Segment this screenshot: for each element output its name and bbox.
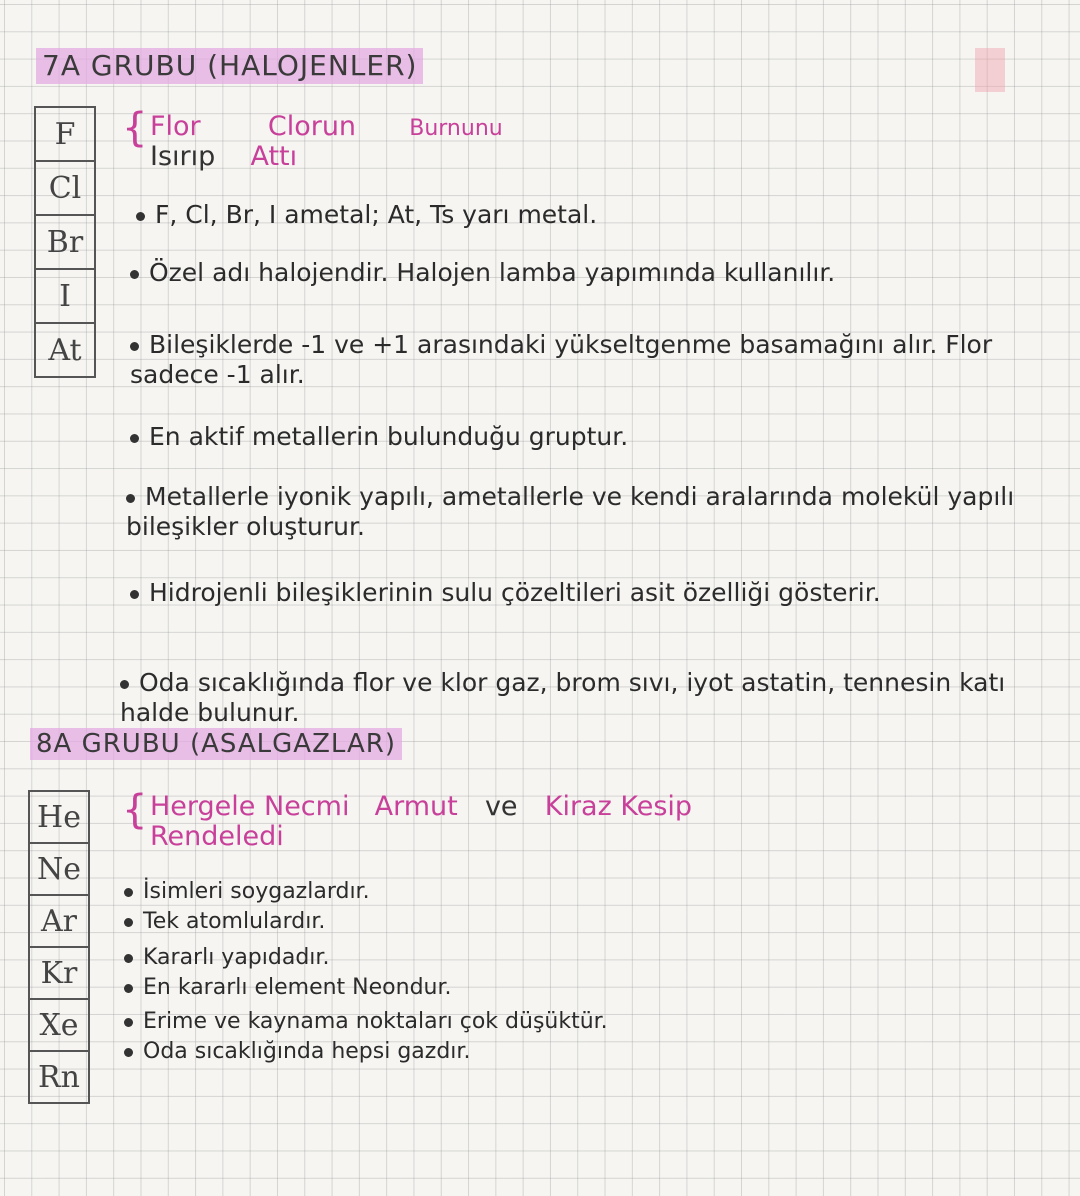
mnemonic-word: ve (484, 791, 518, 822)
halogen-note: En aktif metallerin bulunduğu gruptur. (130, 422, 1050, 452)
mnemonic-line-1 (150, 112, 503, 144)
bullet-icon (130, 434, 139, 443)
noble-gas-symbols (28, 792, 90, 1104)
symbol-cell: Xe (28, 998, 90, 1052)
bullet-icon (124, 954, 133, 963)
noble-gas-note: İsimleri soygazlardır. (124, 880, 1024, 904)
halogen-note: Metallerle iyonik yapılı, ametallerle ve kendi aralarında molekül yapılı bileşikler oluşturur. (126, 482, 1015, 541)
noble-gas-note: Tek atomlulardır. (124, 910, 1024, 934)
symbol-cell: Kr (28, 946, 90, 1000)
bullet-icon (124, 1018, 133, 1027)
mnemonic-word: Hergele (150, 791, 256, 822)
mnemonic-word: Rendeledi (150, 821, 284, 852)
halogen-note: Özel adı halojendir. Halojen lamba yapımında kullanılır. (130, 258, 1050, 288)
bullet-icon (124, 918, 133, 927)
bullet-icon (130, 342, 139, 351)
mnemonic-word: Kiraz (544, 791, 612, 822)
symbol-cell: F (34, 106, 96, 162)
bullet-icon (124, 1048, 133, 1057)
symbol-cell: Rn (28, 1050, 90, 1104)
symbol-cell: He (28, 790, 90, 844)
symbol-cell: Br (34, 214, 96, 270)
brace-icon: { (122, 105, 148, 151)
noble-gas-note: Oda sıcaklığında hepsi gazdır. (124, 1040, 1024, 1064)
noble-gas-note: Kararlı yapıdadır. (124, 946, 1024, 970)
bullet-icon (120, 680, 129, 689)
halogen-note: Hidrojenli bileşiklerinin sulu çözeltileri asit özelliği gösterir. (130, 578, 1030, 608)
mnemonic-line-1 (150, 792, 692, 822)
mnemonic-word: Isırıp (150, 141, 216, 172)
bullet-icon (124, 984, 133, 993)
symbol-cell: At (34, 322, 96, 378)
bullet-icon (130, 270, 139, 279)
bullet-icon (124, 888, 133, 897)
noble-gas-note: Erime ve kaynama noktaları çok düşüktür. (124, 1010, 1024, 1034)
mnemonic-word: Burnunu (409, 116, 503, 141)
mnemonic-word: Flor (150, 111, 201, 142)
halogen-note: F, Cl, Br, I ametal; At, Ts yarı metal. (136, 200, 1036, 230)
symbol-cell: Cl (34, 160, 96, 216)
symbol-cell: I (34, 268, 96, 324)
brace-icon: { (122, 787, 148, 833)
mnemonic-word: Necmi (264, 791, 350, 822)
halogen-note: Bileşiklerde -1 ve +1 arasındaki yükseltgenme basamağını alır. Flor sadece -1 alır. (130, 330, 993, 389)
mnemonic-word: Armut (374, 791, 458, 822)
halogen-symbols (34, 108, 96, 378)
section-7a-title: 7A GRUBU (HALOJENLER) (36, 48, 423, 84)
mnemonic-line-2 (150, 142, 297, 172)
halogen-note: Oda sıcaklığında flor ve klor gaz, brom sıvı, iyot astatin, tennesin katı halde bulunur. (120, 668, 1006, 727)
symbol-cell: Ar (28, 894, 90, 948)
bullet-icon (136, 212, 145, 221)
symbol-cell: Ne (28, 842, 90, 896)
mnemonic-word: Attı (250, 141, 298, 172)
mnemonic-word: Kesip (620, 791, 693, 822)
section-8a-title: 8A GRUBU (ASALGAZLAR) (30, 728, 402, 760)
bullet-icon (126, 494, 135, 503)
mnemonic-word: Clorun (267, 111, 357, 142)
bullet-icon (130, 590, 139, 599)
red-highlight-mark (975, 48, 1005, 92)
mnemonic-line-2 (150, 822, 284, 852)
noble-gas-note: En kararlı element Neondur. (124, 976, 1024, 1000)
